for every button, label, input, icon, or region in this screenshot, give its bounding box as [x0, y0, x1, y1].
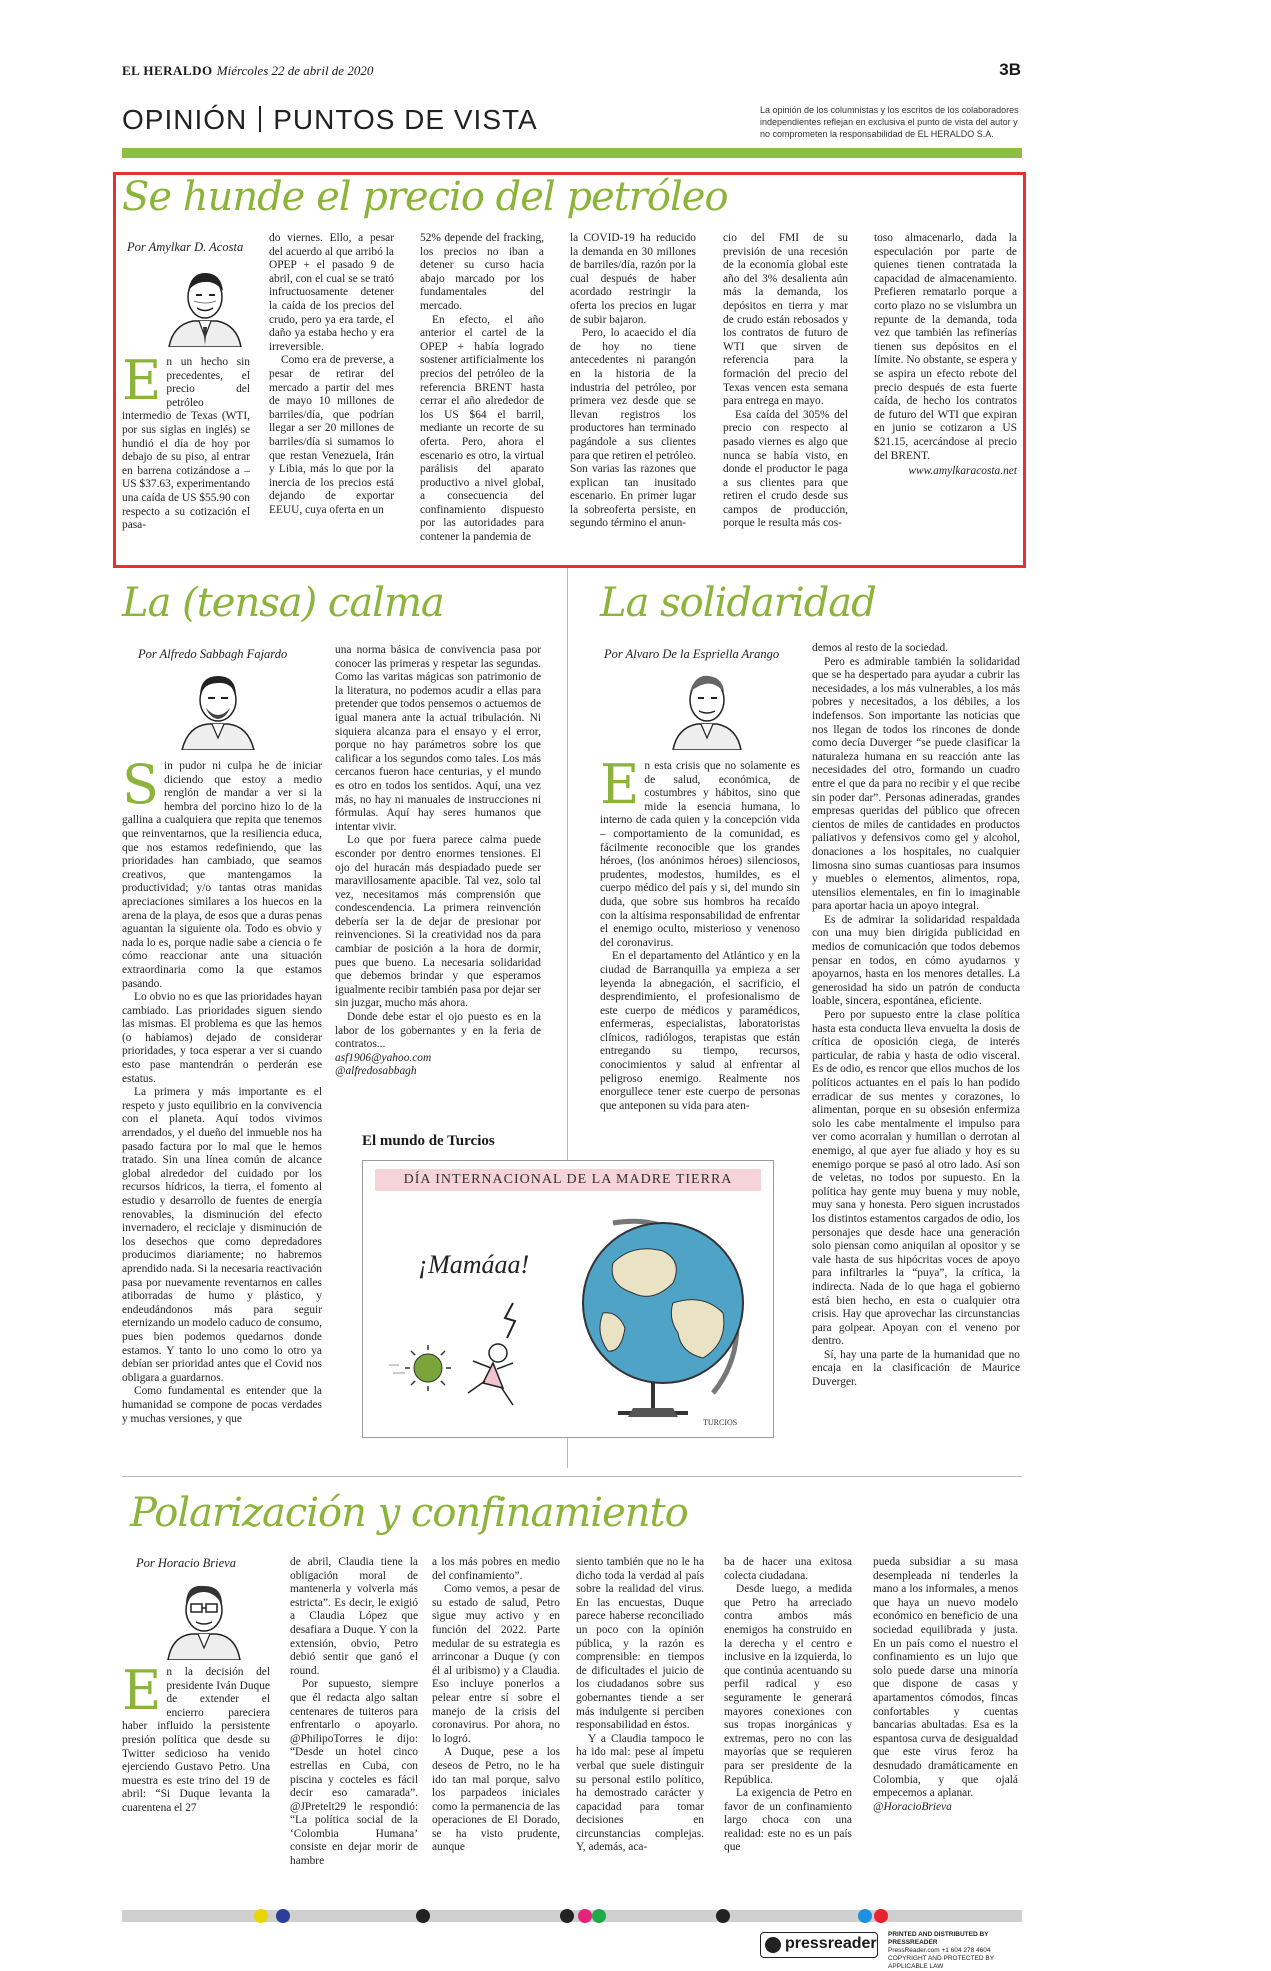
paragraph: Como era de preverse, a pesar de retirar del mercado a partir del mes de mayo 10 millones de barriles/día, que podrían llegar a ser 20 millones de barriles/día si sumamos lo que restan Venezuela, Irán y Libia, más lo que por la inercia de los precios está dejando de exportar EEUU, cuya oferta en un [269, 354, 394, 516]
paragraph: Como vemos, a pesar de su estado de salud, Petro sigue muy activo y en función del 2022. Parte medular de su estrategia es arrinconar a Duque (y con él al uribismo) y a Claudia. Eso incluye ponerlos a pelear entre sí sobre el manejo de la crisis del coronavirus. Por ahora, no lo logró. [432, 1583, 560, 1745]
article-petroleo-col-6 [874, 232, 1017, 564]
section-right: PUNTOS DE VISTA [273, 104, 538, 135]
article-polarizacion-col-2 [290, 1556, 418, 1900]
signature-petroleo: www.amylkaracosta.net [908, 465, 1017, 478]
headline-calma: La (tensa) calma [122, 580, 444, 626]
pressreader-footer [760, 1930, 1022, 1970]
paragraph: n esta crisis que no solamente es de salud, económica, de costumbres y hábitos, sino que mide la esencia humana, lo interno de cada quien y la concepción vida – comportamiento de la comunidad, es fácilmente reconocible que los grandes héroes, (los anónimos héroes) silenciosos, prudentes, modestos, humildes, es el cuerpo médico del país y si, del mundo sin duda, que sobre sus hombros ha recaído con la altísima responsabilidad de enfrentar el enemigo oculto, misterioso y venenoso del coronavirus. [600, 760, 800, 949]
author-portrait-brieva [162, 1574, 246, 1660]
section-rule [122, 148, 1022, 158]
article-polarizacion-col-6 [873, 1556, 1018, 1900]
byline-calma: Por Alfredo Sabbagh Fajardo [138, 647, 288, 661]
paragraph: pueda subsidiar a su masa desempleada ni tenderles la mano a los informales, a menos que haya un nuevo modelo económico en beneficio de una sociedad equilibrada y justa. En un país como el nuestro el confinamiento es un lujo que solo puede darse una minoría que dispone de casas y apartamentos cómodos, fincas confortables y cuentas bancarias abultadas. Esa es la espantosa curva de desigualdad que este virus feroz ha desnudado dramáticamente en Colombia, y que ojalá empecemos a aplanar. [873, 1556, 1018, 1800]
paragraph: Desde luego, a medida que Petro ha arreciado contra ambos más enemigos ha construido en la derecha y el centro e inclusive en la izquierda, lo que continúa acentuando su perfil radical y eso seguramente le generará mayores conexiones con sus tropas inorgánicas y extremas, pero no con las mayorías que se requieren para ser presidente de la República. [724, 1583, 852, 1786]
dropcap-petroleo: E [122, 356, 162, 412]
paragraph: Pero es admirable también la solidaridad que se ha despertado para ayudar a cubrir las necesidades, a los más vulnerables, a los más pobres y necesitados, a los débiles, a los indefensos. Son importante las noticias que nos llegan de todos los rincones de donde como decía Duverger “se puede clasificar la naturaleza humana en su reacción ante las necesidades del otro, formando un cuadro entre el que da para no recibir y el que recibe sin poder dar”. Personas adineradas, grandes empresas queridas del público que ofrecen cientos de miles de cantidades en productos paliativos y defensivos como gel y alcohol, donaciones a los hospitales, no cualquier limosna sino sumas cuantiosas para insumos y muebles o elementos, alimentos, ropa, utensilios elementales, en fin lo imaginable para aportar hacia un apoyo integral. [812, 655, 1020, 913]
pressreader-line: COPYRIGHT AND PROTECTED BY APPLICABLE LAW [888, 1955, 994, 1970]
pressreader-logo [760, 1932, 878, 1958]
paragraph: ba de hacer una exitosa colecta ciudadana. [724, 1556, 852, 1582]
page-number: 3B [999, 60, 1021, 79]
cartoon-signature: TURCIOS [703, 1418, 738, 1427]
section-divider [122, 1476, 1022, 1477]
article-calma-col-1 [122, 760, 322, 1468]
running-figure-icon [468, 1344, 513, 1405]
paragraph: En el departamento del Atlántico y en la ciudad de Barranquilla ya empieza a ser leyenda la abnegación, el sacrificio, el desprendimiento, el profesionalismo de este cuerpo de médicos y paramédicos, enfermeras, especialistas, laboratoristas clínicos, radiólogos, terapistas que están entregando su tiempo, recursos, conocimientos y salud al enfrentar al peligroso enemigo. Realmente nos enorgullece tener este cuerpo de personas que anteponen su vida para aten- [600, 950, 800, 1112]
signature-polarizacion: @HoracioBrieva [873, 1800, 952, 1813]
byline-polarizacion: Por Horacio Brieva [136, 1556, 236, 1570]
paragraph: Por supuesto, siempre que él redacta algo saltan centenares de tuiteros para enfrentarlo o apoyarlo. @PhilipoTorres le dijo: “Desde un hotel cinco estrellas en Cuba, con piscina y cocteles es fácil decir eso camarada”. @JPretelt29 le respondió: “La política social de la ‘Colombia Humana’ consiste en dejar morir de hambre [290, 1678, 418, 1868]
paragraph: Es de admirar la solidaridad respaldada con una muy bien dirigida publicidad en medios de comunicación que todos debemos pensar en todos, en cómo ayudarnos y apoyarnos, hasta en los menores detalles. La generosidad ha sido un patrón de conducta loable, sincera, espontánea, eficiente. [812, 913, 1020, 1008]
registration-dot [592, 1909, 606, 1923]
registration-dot [874, 1909, 888, 1923]
paragraph: Y a Claudia tampoco le ha ido mal: pese al ímpetu verbal que suele distinguir su personal estilo político, ha demostrado carácter y capacidad para tomar decisiones en circunstancias complejas. Y, además, aca- [576, 1732, 704, 1854]
article-petroleo-col-3 [420, 232, 544, 564]
article-calma-col-2 [335, 644, 541, 1116]
byline-solidaridad: Por Alvaro De la Espriella Arango [604, 647, 780, 661]
headline-polarizacion: Polarización y confinamiento [130, 1490, 688, 1536]
pressreader-line: PRINTED AND DISTRIBUTED BY PRESSREADER [888, 1931, 989, 1946]
author-portrait-espriella [665, 664, 749, 750]
cartoon-section-title: El mundo de Turcios [362, 1133, 495, 1149]
paragraph: Esa caída del 305% del precio con respecto al pasado viernes es algo que nunca se había visto, en donde el productor le paga a sus clientes para que retiren el crudo desde sus campos de producción, porque le resulta más cos- [723, 408, 848, 530]
paragraph: siento también que no le ha dicho toda la verdad al país sobre la realidad del virus. En las encuestas, Duque parece haberse reconciliado un poco con la opinión pública, y la razón es comprensible: en tiempos de dificultades el juicio de los ciudadanos sobre sus gobernantes tiende a ser más indulgente si perciben responsabilidad en éstos. [576, 1556, 704, 1732]
article-polarizacion-col-1 [122, 1666, 270, 1900]
headline-solidaridad: La solidaridad [600, 580, 876, 626]
dropcap-calma: S [122, 760, 159, 816]
signature-calma-handle: @alfredosabbagh [335, 1065, 417, 1078]
paragraph: 52% depende del fracking, los precios no iban a detener su curso hacia abajo marcado por los fundamentales del mercado. [420, 232, 544, 312]
author-portrait-sabbagh [176, 664, 260, 750]
paragraph: toso almacenarlo, dada la especulación por parte de quienes tienen contratada la capacidad de almacenamiento. Prefieren rematarlo porque a corto plazo no se vislumbra un repunte de la demanda, toda vez que también las refinerías tienen sus depósitos en el límite. No obstante, se espera y se aspira un efecto rebote del precio después de esta fuerte caída, de hecho los contratos de futuro del WTI que expiran en junio se cotizaron a US $21.15, acercándose al precio del BRENT. [874, 232, 1017, 462]
article-petroleo-col-5 [723, 232, 848, 564]
article-polarizacion-col-5 [724, 1556, 852, 1900]
registration-dot [276, 1909, 290, 1923]
issue-date: Miércoles 22 de abril de 2020 [216, 63, 374, 78]
virus-icon [389, 1345, 451, 1391]
paragraph: demos al resto de la sociedad. [812, 642, 949, 654]
paragraph: cio del FMI de su previsión de una recesión de la economía global este año del 3% desalienta aún más la demanda, los depósitos en tierra y mar de crudo están rebosados y los contratos de futuro de WTI que sirven de referencia para la formación del precio del Texas vencen esta semana para entrega en mayo. [723, 232, 848, 408]
article-petroleo-col-1 [122, 356, 250, 564]
registration-dot [716, 1909, 730, 1923]
paragraph: in pudor ni culpa he de iniciar diciendo que estoy a medio renglón de mandar a ver si la hembra del porcino hizo lo de la gallina a cualquiera que repita que tenemos que reinventarnos, que la resiliencia educa, que nos estamos redefiniendo, que las prioridades han cambiado, que seamos creativos, que mantengamos la productividad; y/o tantas otras manidas apreciaciones similares a los huecos en la arena de la playa, de esos que a duras penas aguantan la siguiente ola. Todo es obvio y nada lo es, porque nadie sabe a ciencia o fe cómo reaccionar ante una situación extraordinaria como la que estamos pasando. [122, 760, 322, 990]
registration-dot [858, 1909, 872, 1923]
pressreader-text [888, 1931, 1022, 1971]
paragraph: Donde debe estar el ojo puesto es en la labor de los gobernantes y en la feria de contratos... [335, 1011, 541, 1051]
pressreader-line: PressReader.com +1 604 278 4604 [888, 1947, 991, 1954]
article-polarizacion-col-4 [576, 1556, 704, 1900]
paragraph: de abril, Claudia tiene la obligación moral de mantenerla y volverla más estricta”. Es decir, le exigió a Claudia López que desafiara a Duque. Y con la extensión, obvio, Petro debió sentir que ganó el round. [290, 1556, 418, 1677]
paragraph: La primera y más importante es el respeto y justo equilibrio en la convivencia con el planeta. Aquí todos vivimos arrendados, y el dueño del inmueble nos ha pasado factura por lo mal que le hemos tratado. Sin una línea común de alcance global alrededor del cuidado por los recursos hídricos, la tierra, el fomento al estudio y desarrollo de fuentes de energía renovables, la disminución del efecto invernadero, el reciclaje y disminución de los desechos que como depredadores producimos diariamente; no habremos aprendido nada. Si la necesaria reactivación pasa por nuevamente reventarnos en calles atiborradas de humo y plástico, y endeudándonos más para seguir eternizando un modelo caduco de consumo, pues bien podemos quedarnos donde estamos. Y tanto lo uno como lo otro ya debían ser prioridad antes que el Covid nos obligara a guardarnos. [122, 1086, 322, 1384]
pressreader-mark-icon [765, 1937, 781, 1953]
paragraph: Lo que por fuera parece calma puede esconder por dentro enormes tensiones. El ojo del huracán más despiadado puede ser maravillosamente apacible. Tal vez, solo tal vez, necesitamos más comprensión que condescendencia. La primera reinvención debería ser la de dejar de presionar por reinvenciones. Si la creatividad nos da para cambiar de posición a la hora de dormir, pues que bueno. La necesaria solidaridad que debemos brindar y que esperamos igualmente recibir también pasa por dejar ser sin juzgar, mucho más ahora. [335, 834, 541, 1010]
headline-petroleo: Se hunde el precio del petróleo [122, 174, 728, 220]
disclaimer: La opinión de los columnistas y los escritos de los colaboradores independientes reflejan en exclusiva el punto de vista del autor y no comprometen la responsabilidad de EL HERALDO S.A. [760, 105, 1019, 139]
cartoon-speech: ¡Mamáaa! [418, 1250, 530, 1279]
pressreader-brand: pressreader [785, 1935, 877, 1952]
section-header [122, 104, 538, 136]
registration-dot [560, 1909, 574, 1923]
globe-icon [583, 1221, 743, 1417]
article-solidaridad-col-2 [812, 642, 1020, 1468]
paragraph: En efecto, el año anterior el cartel de la OPEP + había logrado sostener artificialmente los precios del petróleo de la referencia BRENT hasta cerrar el año alrededor de los US $64 el barril, mediante un recorte de su oferta. Pero, ahora el escenario es otro, la virtual parálisis del aparato productivo a nivel global, a consecuencia del confinamiento dispuesto por las autoridades para contener la pandemia de [420, 313, 544, 544]
paragraph: n un hecho sin precedentes, el precio del petróleo intermedio de Texas (WTI, por sus siglas en inglés) se hundió el día de hoy por debajo de su piso, al entrar en barrena cotizándose a – US $37.63, experimentando una caída de US $55.90 con respecto a su cotización el pasa- [122, 356, 250, 532]
dropcap-polarizacion: E [122, 1666, 162, 1722]
paragraph: a los más pobres en medio del confinamiento”. [432, 1556, 560, 1582]
masthead [122, 63, 373, 79]
section-left: OPINIÓN [122, 104, 248, 135]
paragraph: Pero, lo acaecido el día de hoy no tiene antecedentes ni parangón en la historia de la industria del petróleo, por primera vez desde que se llevan registros los productores han terminado pagándole a sus clientes para que retiren el petróleo. Son varias las razones que explican tan inusitado escenario. En primer lugar la sobreoferta persiste, en segundo término el anun- [570, 327, 696, 530]
paragraph: Lo obvio no es que las prioridades hayan cambiado. Las prioridades siguen siendo las mismas. El problema es que las hemos (o habíamos) dejado de considerar prioridades, y toca esperar a ver si cuando esto pase mantendrán o perderán ese estatus. [122, 991, 322, 1085]
shock-lines [505, 1303, 515, 1338]
registration-dot [578, 1909, 592, 1923]
article-polarizacion-col-3 [432, 1556, 560, 1900]
article-petroleo-col-2 [269, 232, 394, 564]
paper-name: EL HERALDO [122, 63, 213, 78]
byline-petroleo: Por Amylkar D. Acosta [127, 240, 244, 254]
paragraph: Como fundamental es entender que la humanidad se compone de pocas verdades y muchas versiones, y que [122, 1385, 322, 1425]
dropcap-solidaridad: E [600, 760, 640, 816]
paragraph: una norma básica de convivencia pasa por conocer las primeras y respetar las segundas. Como las varitas mágicas son patrimonio de la literatura, no podemos acudir a ellas para pretender que todos pensemos o actuemos de igual manera ante la actual tribulación. Ni siquiera alcanza para el ensayo y el error, porque no hay parámetros sobre los que calificar a los segundos como tales. Los más cercanos fueron hace centurias, y el mundo es otro en todos los sentidos. Aquí, una vez más, no hay ni manuales de instrucciones ni fórmulas. Aquí hay seres humanos que intentar vivir. [335, 644, 541, 833]
cartoon-caption: DÍA INTERNACIONAL DE LA MADRE TIERRA [375, 1169, 761, 1191]
section-separator [259, 106, 261, 132]
paragraph: do viernes. Ello, a pesar del acuerdo al que arribó la OPEP + el pasado 9 de abril, con el cual se se trató infructuosamente detener la caída de los precios del crudo, pero ya era tarde, el daño ya estaba hecho y era irreversible. [269, 232, 394, 353]
paragraph: n la decisión del presidente Iván Duque de extender el encierro pareciera haber influido la persistente presión política que desde su Twitter sedicioso ha venido ejerciendo Gustavo Petro. Una muestra es este trino del 19 de abril: “Si Duque levanta la cuarentena el 27 [122, 1666, 270, 1814]
cartoon-illustration [363, 1193, 771, 1433]
paragraph: A Duque, pese a los deseos de Petro, no le ha ido tan mal porque, salvo los parpadeos iniciales como la permanencia de las operaciones de El Dorado, se ha visto prudente, aunque [432, 1746, 560, 1854]
article-solidaridad-col-1 [600, 760, 800, 1212]
paragraph: Sí, hay una parte de la humanidad que no encaja en la clasificación de Maurice Duverger. [812, 1348, 1020, 1389]
registration-dot [254, 1909, 268, 1923]
article-petroleo-col-4 [570, 232, 696, 564]
author-portrait-acosta [163, 261, 247, 347]
paragraph: Pero por supuesto entre la clase política hasta esta conducta lleva envuelta la dosis de crítica de oposición ciega, de interés particular, de rabia y hasta de odio visceral. Es de odio, es rencor que ellos muchos de los políticos actuantes en el país lo han podido erradicar de sus mentes y corazones, lo alimentan, porque en su obsesión enfermiza solo les cabe mentalmente el impulso para ver como acorralan y humillan o derrotan al enemigo, al que ayer fue aliado y hoy es su enemigo porque se pasó al otro lado. Así son de veletas, no todos por supuesto. En la política hay gente muy buena y muy noble, muy sana y honesta. Pero siguen incrustados los distintos estamentos cargados de odio, los personajes que desde hace una generación solo piensan como aniquilan al opositor y se vale hasta de sus hipócritas voces de apoyo para infiltrarles la “puya”, la crítica, la indirecta. Nada de lo que haga el gobierno está bien hecho, en esta o cualquier otra crisis. Hay que aprovechar las circunstancias para golpear. Apoyan con el veneno por dentro. [812, 1009, 1020, 1348]
paragraph: La exigencia de Petro en favor de un confinamiento largo choca con una realidad: este no es un país que [724, 1787, 852, 1854]
signature-calma-email: asf1906@yahoo.com [335, 1051, 432, 1064]
paragraph: la COVID-19 ha reducido la demanda en 30 millones de barriles/día, razón por la cual después de haber acordado restringir la oferta los precios en lugar de subir bajaron. [570, 232, 696, 326]
registration-dot [416, 1909, 430, 1923]
